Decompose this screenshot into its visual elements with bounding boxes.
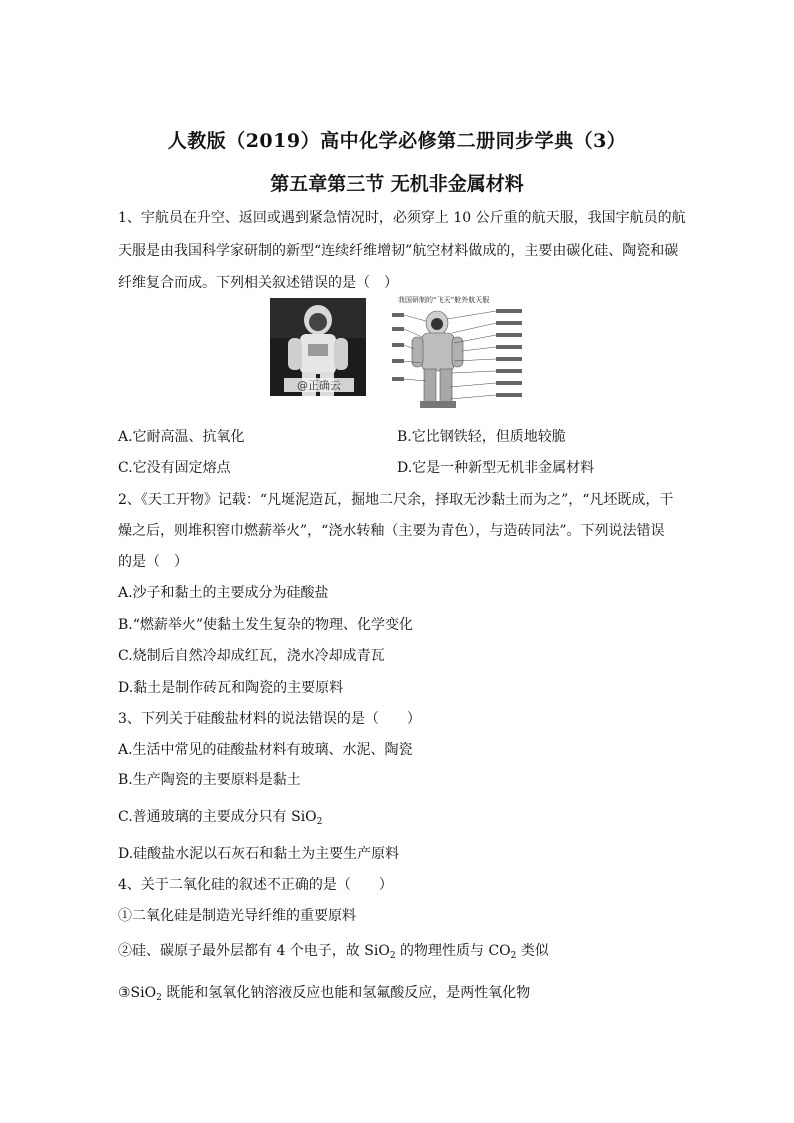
q3-stem: 3、下列关于硅酸盐材料的说法错误的是（ ）	[118, 711, 421, 727]
q2-stem-line-1: 2、《天工开物》记载：“凡埏泥造瓦，掘地二尺余，择取无沙黏土而为之”，“凡坯既成，干	[118, 492, 674, 508]
q2-option-a: A.沙子和黏土的主要成分为硅酸盐	[118, 585, 329, 601]
q2-stem-line-3: 的是（ ）	[118, 554, 188, 570]
q3-option-c: C.普通玻璃的主要成分只有 SiO$_2$	[118, 809, 323, 827]
q2-option-d: D.黏土是制作砖瓦和陶瓷的主要原料	[118, 680, 344, 696]
q1-option-c: C.它没有固定熔点	[118, 460, 231, 476]
document-title: 人教版（2019）高中化学必修第二册同步学典（3）	[167, 130, 627, 152]
q3-option-a: A.生活中常见的硅酸盐材料有玻璃、水泥、陶瓷	[118, 742, 413, 758]
q2-option-c: C.烧制后自然冷却成红瓦，浇水冷却成青瓦	[118, 648, 385, 664]
q4-statement-2: ②硅、碳原子最外层都有 4 个电子，故 SiO$_2$ 的物理性质与 $CO_2$ 类似	[118, 943, 549, 961]
q2-option-b: B.“燃薪举火”使黏土发生复杂的物理、化学变化	[118, 617, 414, 633]
q1-stem-line-3: 纤维复合而成。下列相关叙述错误的是（ ）	[118, 275, 398, 291]
q3-option-b: B.生产陶瓷的主要原料是黏土	[118, 772, 301, 788]
q1-stem-line-2: 天服是由我国科学家研制的新型“连续纤维增韧”航空材料做成的，主要由碳化硅、陶瓷和碳	[118, 243, 679, 259]
section-title: 第五章第三节 无机非金属材料	[270, 173, 524, 195]
diagram-caption: 我国研制的“飞天”舱外航天服	[398, 296, 490, 304]
q3-option-d: D.硅酸盐水泥以石灰石和黏土为主要生产原料	[118, 846, 400, 862]
spacesuit-diagram	[392, 293, 529, 411]
q2-stem-line-2: 燥之后，则堆积窖巾燃薪举火”，“浇水转釉（主要为青色），与造砖同法”。下列说法错误	[118, 523, 665, 539]
photo-watermark: @正确云	[297, 379, 341, 392]
q1-option-d: D.它是一种新型无机非金属材料	[397, 460, 595, 476]
q4-statement-1: ①二氧化硅是制造光导纤维的重要原料	[118, 908, 356, 924]
q4-statement-3: ③SiO$_2$ 既能和氢氧化钠溶液反应也能和氢氟酸反应，是两性氧化物	[118, 985, 531, 1003]
q4-stem: 4、关于二氧化硅的叙述不正确的是（ ）	[118, 877, 393, 893]
astronaut-photo	[270, 298, 366, 396]
q1-option-a: A.它耐高温、抗氧化	[118, 429, 245, 445]
q1-stem-line-1: 1、宇航员在升空、返回或遇到紧急情况时，必须穿上 10 公斤重的航天服，我国宇航员的航	[118, 210, 686, 226]
q1-option-b: B.它比钢铁轻，但质地较脆	[397, 429, 566, 445]
